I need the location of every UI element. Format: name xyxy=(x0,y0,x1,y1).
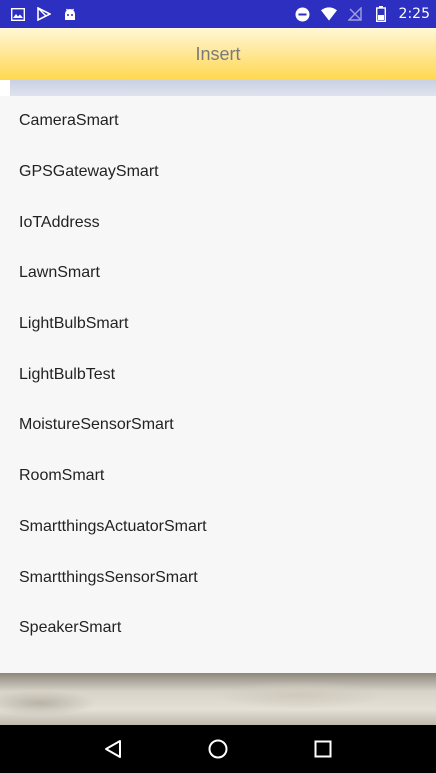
list-item-speaker-smart[interactable]: SpeakerSmart xyxy=(19,619,122,637)
recents-icon[interactable] xyxy=(299,725,347,773)
list-item-smartthings-sensor-smart[interactable]: SmartthingsSensorSmart xyxy=(19,568,198,586)
do-not-disturb-icon xyxy=(295,6,311,22)
android-icon xyxy=(62,6,78,22)
status-left-icons xyxy=(10,6,78,22)
item-list xyxy=(0,96,436,673)
wifi-icon xyxy=(321,6,337,22)
background-image xyxy=(0,673,436,725)
list-item-iot-address[interactable]: IoTAddress xyxy=(19,213,100,231)
navigation-bar xyxy=(0,725,436,773)
list-item-light-bulb-test[interactable]: LightBulbTest xyxy=(19,365,116,383)
list-item-room-smart[interactable]: RoomSmart xyxy=(19,467,105,485)
list-item-smartthings-actuator-smart[interactable]: SmartthingsActuatorSmart xyxy=(19,517,207,535)
status-right-icons xyxy=(295,6,430,22)
status-bar xyxy=(0,0,436,28)
list-item-gps-gateway-smart[interactable]: GPSGatewaySmart xyxy=(19,163,159,181)
battery-icon xyxy=(373,6,389,22)
band-edge xyxy=(0,80,10,96)
back-icon[interactable] xyxy=(89,725,137,773)
page-title: Insert xyxy=(195,43,241,64)
home-icon[interactable] xyxy=(194,725,242,773)
list-item-lawn-smart[interactable]: LawnSmart xyxy=(19,264,100,282)
status-time: 2:25 xyxy=(398,6,430,22)
play-store-icon xyxy=(36,6,52,22)
gallery-icon xyxy=(10,6,26,22)
list-item-light-bulb-smart[interactable]: LightBulbSmart xyxy=(19,315,129,333)
header-divider-band xyxy=(10,80,436,96)
list-item-camera-smart[interactable]: CameraSmart xyxy=(19,112,119,130)
list-item-moisture-sensor-smart[interactable]: MoistureSensorSmart xyxy=(19,416,174,434)
title-bar xyxy=(0,28,436,80)
no-signal-icon xyxy=(347,6,363,22)
